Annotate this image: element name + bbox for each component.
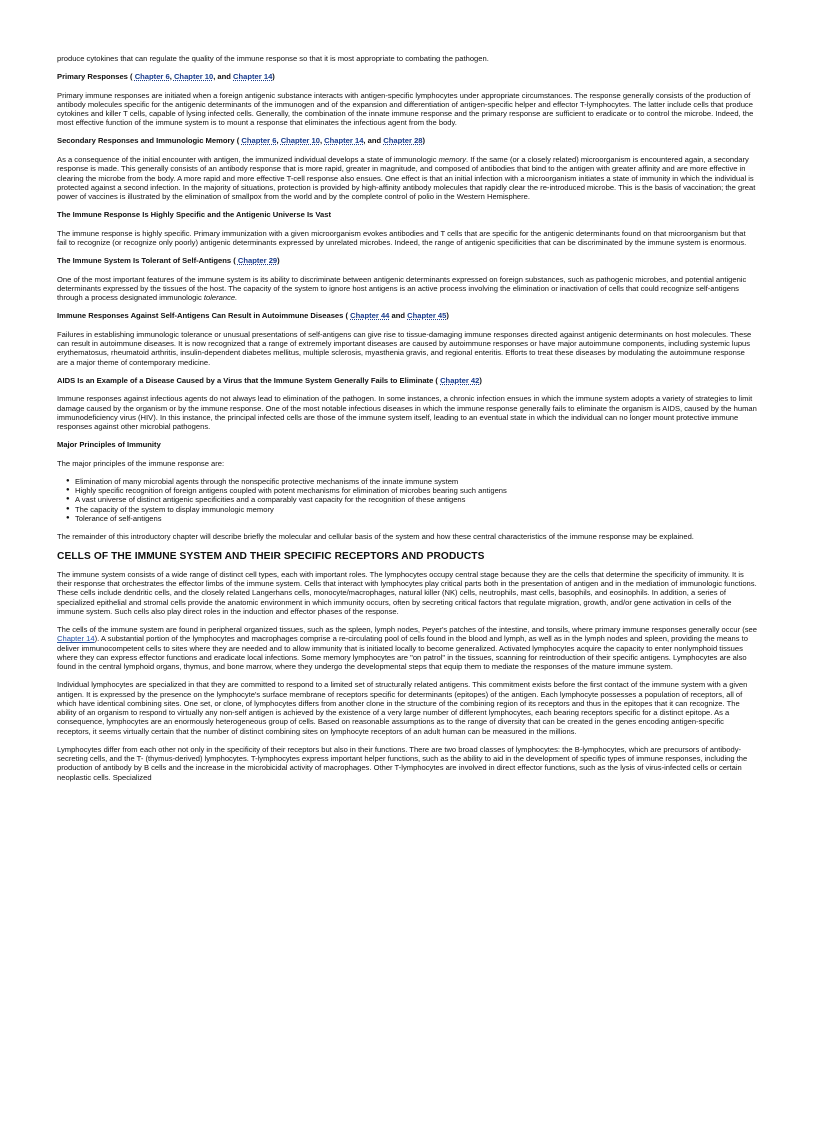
link-chapter-14[interactable]: Chapter 14 [233,71,273,81]
autoimmune-paragraph: Failures in establishing immunologic tolerance or unusual presentations of self-antigens can give rise to tissue-damaging immune responses directed against antigenic determinants on host molecules. These can result in autoimmune diseases. It is now recognized that a range of extremely important diseases are caused by autoimmune responses or have major autoimmune components, including systemic lupus erythematosus, rheumatoid arthritis, insulin-dependent diabetes mellitus, multiple sclerosis, myasthenia gravis, and regional enteritis. Efforts to treat these diseases by modulating the autoimmune response are a major theme of contemporary medicine. [57,329,752,367]
link-chapter-28[interactable]: Chapter 28 [383,136,423,146]
link-chapter-10[interactable]: Chapter 10 [173,71,214,81]
link-chapter-6[interactable]: Chapter 6 [241,136,277,146]
document-page [57,54,757,791]
link-chapter-42[interactable]: Chapter 42 [440,375,480,385]
principles-list [57,477,757,523]
secondary-responses-paragraph: As a consequence of the initial encounter with antigen, the immunized individual develops a state of immunologic memory. If the same (or a closely related) microorganism is encountered again, a secondary response is made. This generally consists of an antibody response that is more rapid, greater in magnitude, and composed of antibodies that bind to the antigen with greater affinity and are more effective in clearing the microbe from the body. A more rapid and more effective T-cell response also ensues. One effect is that an initial infection with a microorganism initiates a state of immunity in which the individual is protected against a second infection. In the majority of situations, protection is provided by high-affinity antibody molecules that rapidly clear the re-introduced microbe. This is the basis of vaccination; the great power of vaccines is illustrated by the elimination of smallpox from the world and by the complete control of polio in the Western Hemisphere. [57,155,756,202]
principles-outro: The remainder of this introductory chapter will describe briefly the molecular and cellular basis of the system and how these central characteristics of the immune response may be explained. [57,532,694,542]
heading-primary-responses: Primary Responses ( Chapter 6, Chapter 10, and Chapter 14) [57,71,275,81]
cells-paragraph-3: Individual lymphocytes are specialized in that they are committed to respond to a limited set of structurally related antigens. This commitment exists before the first contact of the immune system with a given antigen. It is expressed by the presence on the lymphocyte's surface membrane of receptors specific for determinants (epitopes) of the antigen. Each lymphocyte possesses a population of receptors, all of which have identical combining sites. One set, or clone, of lymphocytes differs from another clone in the structure of the combining region of its receptors and thus in the epitopes that it can recognize. The ability of an organism to respond to virtually any non-self antigen is achieved by the existence of a very large number of different lymphocytes, each bearing receptors specific for a distinct epitope. As a consequence, lymphocytes are an enormously heterogeneous group of cells. Based on reasonable assumptions as to the range of diversity that can be created in the genes encoding antigen-specific receptors, it seems virtually certain that the number of distinct combining sites on lymphocyte receptors of an adult human can be measured in the millions. [57,680,748,736]
cells-paragraph-2: The cells of the immune system are found in peripheral organized tissues, such as the spleen, lymph nodes, Peyer's patches of the intestine, and tonsils, where primary immune responses generally occur (see Chapter 14). A substantial portion of the lymphocytes and macrophages comprise a re-circulating pool of cells found in the blood and lymph, as well as in the lymph nodes and spleen, providing the means to deliver immunocompetent cells to sites where they are needed and to allow immunity that is initiated locally to become generalized. Activated lymphocytes acquire the capacity to enter nonlymphoid tissues where they can express effector functions and eradicate local infections. Some memory lymphocytes are "on patrol" in the tissues, scanning for reintroduction of their specific antigens. Lymphocytes are also found in the central lymphoid organs, thymus, and bone marrow, where they undergo the developmental steps that equip them to mediate the responses of the mature immune system. [57,625,758,672]
primary-responses-paragraph: Primary immune responses are initiated when a foreign antigenic substance interacts with antigen-specific lymphocytes under appropriate circumstances. The response generally consists of the production of antibody molecules specific for the antigenic determinants of the immunogen and of the expansion and differentiation of antigen-specific helper and effector T-lymphocytes. The latter include cells that produce cytokines and killer T cells, capable of lysing infected cells. Generally, the combination of the innate immune response and the primary response are sufficient to eradicate or to control the microbe. Indeed, the most effective function of the immune system is to mount a response that eliminates the infectious agent from the body. [57,90,754,128]
link-chapter-45[interactable]: Chapter 45 [407,311,447,321]
heading-aids: AIDS Is an Example of a Disease Caused by a Virus that the Immune System Generally Fails to Eliminate ( Chapter 42) [57,375,482,385]
cells-paragraph-4: Lymphocytes differ from each other not only in the specificity of their receptors but also in their functions. There are two broad classes of lymphocytes: the B-lymphocytes, which are precursors of antibody-secreting cells, and the T- (thymus-derived) lymphocytes. T-lymphocytes express important helper functions, such as the ability to aid in the development of specific types of immune responses, including the production of antibody by B cells and the increase in the microbicidal activity of macrophages. Other T-lymphocytes are involved in direct effector functions, such as the lysis of virus-infected cells or certain neoplastic cells. Specialized [57,744,748,782]
intro-paragraph: produce cytokines that can regulate the quality of the immune response so that it is most appropriate to combating the pathogen. [57,54,489,63]
heading-specificity: The Immune Response Is Highly Specific and the Antigenic Universe Is Vast [57,210,332,220]
section-heading-cells: CELLS OF THE IMMUNE SYSTEM AND THEIR SPECIFIC RECEPTORS AND PRODUCTS [57,550,485,562]
link-chapter-29[interactable]: Chapter 29 [237,256,278,266]
list-item: ● Elimination of many microbial agents through the nonspecific protective mechanisms of the innate immune system [75,477,757,486]
list-item: ● Highly specific recognition of foreign antigens coupled with potent mechanisms for elimination of microbes bearing such antigens [75,486,757,495]
cells-paragraph-1: The immune system consists of a wide range of distinct cell types, each with important roles. The lymphocytes occupy central stage because they are the cells that determine the specificity of immunity. It is their response that orchestrates the effector limbs of the immune system. Cells that interact with lymphocytes play critical parts both in the presentation of antigen and in the mediation of immunologic functions. These cells include dendritic cells, and the closely related Langerhans cells, monocyte/macrophages, natural killer (NK) cells, neutrophils, mast cells, basophils, and eosinophils. In addition, a series of specialized epithelial and stromal cells provide the anatomic environment in which immunity occurs, often by secreting critical factors that regulate migration, growth, and/or gene activation in cells of the immune system. Such cells also play direct roles in the induction and effector phases of the response. [57,569,757,617]
heading-autoimmune: Immune Responses Against Self-Antigens Can Result in Autoimmune Diseases ( Chapter 44 and Chapter 45) [57,311,449,321]
list-item: ● A vast universe of distinct antigenic specificities and a comparably vast capacity for the recognition of these antigens [75,495,757,504]
self-tolerance-paragraph: One of the most important features of the immune system is its ability to discriminate between antigenic determinants expressed on foreign substances, such as pathogenic microbes, and potential antigenic determinants expressed by the tissues of the host. The capacity of the system to ignore host antigens is an active process involving the elimination or inactivation of cells that could recognize self-antigens through a process designated immunologic tolerance. [57,274,747,303]
list-item: ● The capacity of the system to display immunologic memory [75,505,757,514]
heading-self-tolerance: The Immune System Is Tolerant of Self-Antigens ( Chapter 29) [57,256,280,266]
principles-intro: The major principles of the immune response are: [57,458,225,468]
heading-major-principles: Major Principles of Immunity [57,440,161,450]
link-chapter-14[interactable]: Chapter 14 [57,634,95,644]
specificity-paragraph: The immune response is highly specific. Primary immunization with a given microorganism evokes antibodies and T cells that are specific for the antigenic determinants found on that microorganism but that fail to recognize (or recognize only poorly) antigenic determinants expressed by unrelated microbes. Indeed, the range of antigenic specificities that can be discriminated by the immune system is enormous. [57,228,747,248]
link-chapter-10[interactable]: Chapter 10 [280,136,320,146]
heading-secondary-responses: Secondary Responses and Immunologic Memory ( Chapter 6, Chapter 10, Chapter 14, and Chapter 28) [57,136,426,146]
link-chapter-44[interactable]: Chapter 44 [350,311,390,321]
aids-paragraph: Immune responses against infectious agents do not always lead to elimination of the pathogen. In some instances, a chronic infection ensues in which the immune system adopts a variety of strategies to limit damage caused by the organism or by the immune response. One of the most notable infectious diseases in which the immune response generally fails to eliminate the organism is AIDS, caused by the human immunodeficiency virus (HIV). In this instance, the principal infected cells are those of the immune system itself, leading to an eventual state in which the individual can no longer mount protective immune responses against other microbial pathogens. [57,394,757,432]
link-chapter-14[interactable]: Chapter 14 [324,136,364,146]
link-chapter-6[interactable]: Chapter 6 [134,71,170,81]
list-item: ● Tolerance of self-antigens [75,514,757,523]
